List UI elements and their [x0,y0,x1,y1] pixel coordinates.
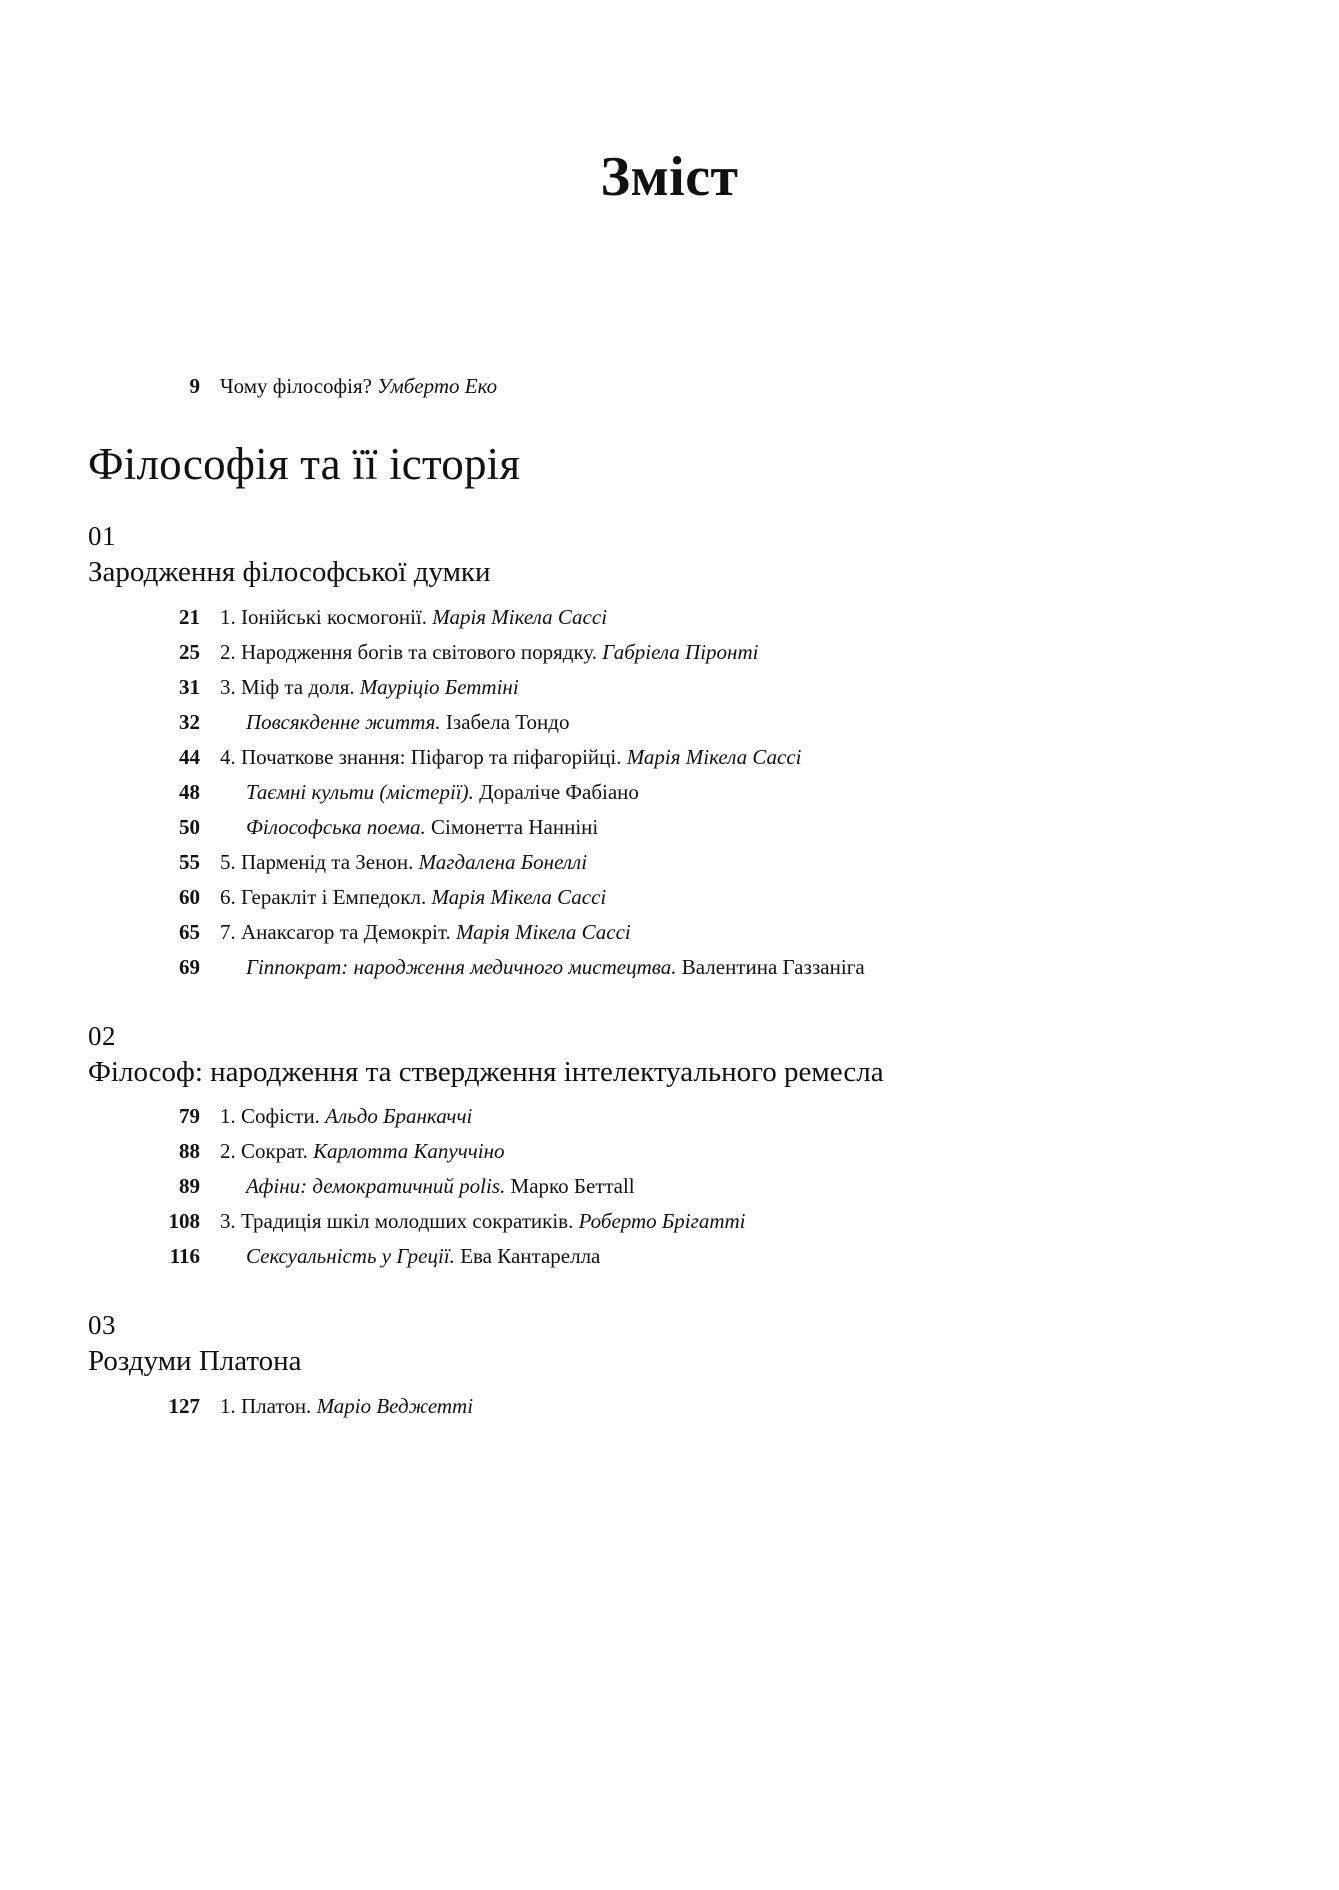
entry-page-number: 127 [168,1394,200,1419]
entry-page-number: 21 [179,604,200,629]
chapter-number: 01 [88,520,116,551]
entry-text [220,849,1188,874]
entry-title: 4. Початкове знання: Піфагор та піфагорійці. [220,744,622,769]
chapter-block [88,1019,1188,1275]
entry-page-number: 65 [179,919,200,944]
chapter-entry-list [88,1099,1188,1274]
entry-text [220,1106,1188,1127]
entry-author: Валентина Газзаніга [681,954,865,979]
entry-text [220,709,1188,734]
entry-title: 2. Сократ. [220,1139,308,1164]
toc-entry[interactable] [88,670,1188,705]
entry-title: Афіни: демократичний polis. [246,1174,506,1199]
entry-title: Чому філософія? [220,374,372,398]
entry-text [220,674,1188,699]
toc-entry[interactable] [88,950,1188,985]
entry-author: Марія Мікела Сассі [455,919,631,944]
entry-title: 1. Іонійські космогонії. [220,604,428,629]
entry-title: Сексуальність у Греції. [246,1244,455,1269]
chapter-block [88,1308,1188,1424]
toc-entry[interactable] [88,1099,1188,1134]
entry-author: Магдалена Бонеллі [418,849,588,874]
toc-entry[interactable] [88,600,1188,635]
chapter-title[interactable]: Філософ: народження та ствердження інтелектуального ремесла [88,1055,884,1088]
front-matter-list [88,372,1188,401]
chapter-entry-list [88,1389,1188,1424]
toc-entry[interactable] [88,845,1188,880]
entry-page-number: 88 [179,1139,200,1164]
entry-text [220,1141,1188,1162]
entry-title: 5. Парменід та Зенон. [220,849,414,874]
toc-entry[interactable] [88,1169,1188,1204]
entry-text [220,954,1188,979]
entry-author: Мауріціо Беттіні [359,674,519,699]
entry-page-number: 31 [179,674,200,699]
entry-author: Марія Мікела Сассі [626,744,802,769]
entry-page-number: 116 [169,1244,200,1269]
entry-author: Сімонетта Нанніні [430,814,599,839]
entry-author: Марія Мікела Сассі [431,884,607,909]
entry-text [220,919,1188,944]
chapter-title[interactable]: Роздуми Платона [88,1345,302,1378]
entry-text [220,884,1188,909]
entry-title: Гіппократ: народження медичного мистецтва. [246,954,677,979]
chapter-entry-list [88,600,1188,985]
entry-title: 3. Традиція шкіл молодших сократиків. [220,1209,574,1234]
entry-title: 3. Міф та доля. [220,674,355,699]
chapter-number: 02 [88,1020,116,1051]
entry-page-number: 89 [179,1174,200,1199]
entry-author: Марко Беттall [510,1174,635,1199]
toc-entry[interactable] [88,635,1188,670]
entry-author: Ізабела Тондо [445,709,570,734]
entry-text [220,1396,1188,1417]
toc-entry[interactable] [88,810,1188,845]
entry-page-number: 9 [189,374,200,398]
entry-page-number: 79 [179,1104,200,1129]
toc-entry[interactable] [88,1204,1188,1239]
toc-entry[interactable] [88,372,1188,401]
toc-entry[interactable] [88,1389,1188,1424]
entry-author: Маріо Веджетті [316,1394,474,1419]
toc-entry[interactable] [88,740,1188,775]
entry-text [220,1246,1188,1267]
entry-title: 1. Платон. [220,1394,312,1419]
entry-author: Марія Мікела Сассі [432,604,608,629]
entry-text [220,744,1188,769]
entry-page-number: 32 [179,709,200,734]
entry-page-number: 55 [179,849,200,874]
toc-entry[interactable] [88,1239,1188,1274]
entry-text [220,814,1188,839]
entry-text [220,376,1188,397]
toc-entry[interactable] [88,915,1188,950]
chapter-block [88,519,1188,985]
entry-title: Повсякденне життя. [246,709,441,734]
entry-page-number: 48 [179,779,200,804]
entry-text [220,1176,1188,1197]
entry-title: 2. Народження богів та світового порядку. [220,639,598,664]
entry-title: Філософська поема. [246,814,426,839]
toc-entry[interactable] [88,705,1188,740]
entry-author: Карлотта Капуччіно [313,1139,505,1164]
entry-page-number: 108 [168,1209,200,1234]
entry-text [220,604,1188,629]
entry-text [220,779,1188,804]
entry-title: 1. Софісти. [220,1104,320,1129]
toc-entry[interactable] [88,775,1188,810]
entry-title: 7. Анаксагор та Демокріт. [220,919,451,944]
entry-author: Габріела Піронті [602,639,759,664]
entry-page-number: 60 [179,884,200,909]
entry-author: Альдо Бранкаччі [325,1104,473,1129]
page-title: Зміст [600,146,739,208]
toc-entry[interactable] [88,880,1188,915]
entry-page-number: 44 [179,744,200,769]
entry-text [220,1211,1188,1232]
parts-container [88,439,1188,1424]
entry-page-number: 50 [179,814,200,839]
entry-author: Роберто Брігатті [578,1209,746,1234]
chapter-number: 03 [88,1310,116,1341]
entry-page-number: 25 [179,639,200,664]
part-heading: Філософія та її історія [88,439,521,489]
entry-page-number: 69 [179,954,200,979]
entry-author: Умберто Еко [377,374,498,398]
entry-title: 6. Геракліт і Емпедокл. [220,884,427,909]
toc-entry[interactable] [88,1134,1188,1169]
entry-title: Таємні культи (містерії). [246,779,474,804]
entry-author: Ева Кантарелла [460,1244,601,1269]
chapter-title[interactable]: Зародження філософської думки [88,555,491,588]
toc-content [88,372,1188,1458]
entry-author: Дораліче Фабіано [479,779,639,804]
entry-text [220,639,1188,664]
